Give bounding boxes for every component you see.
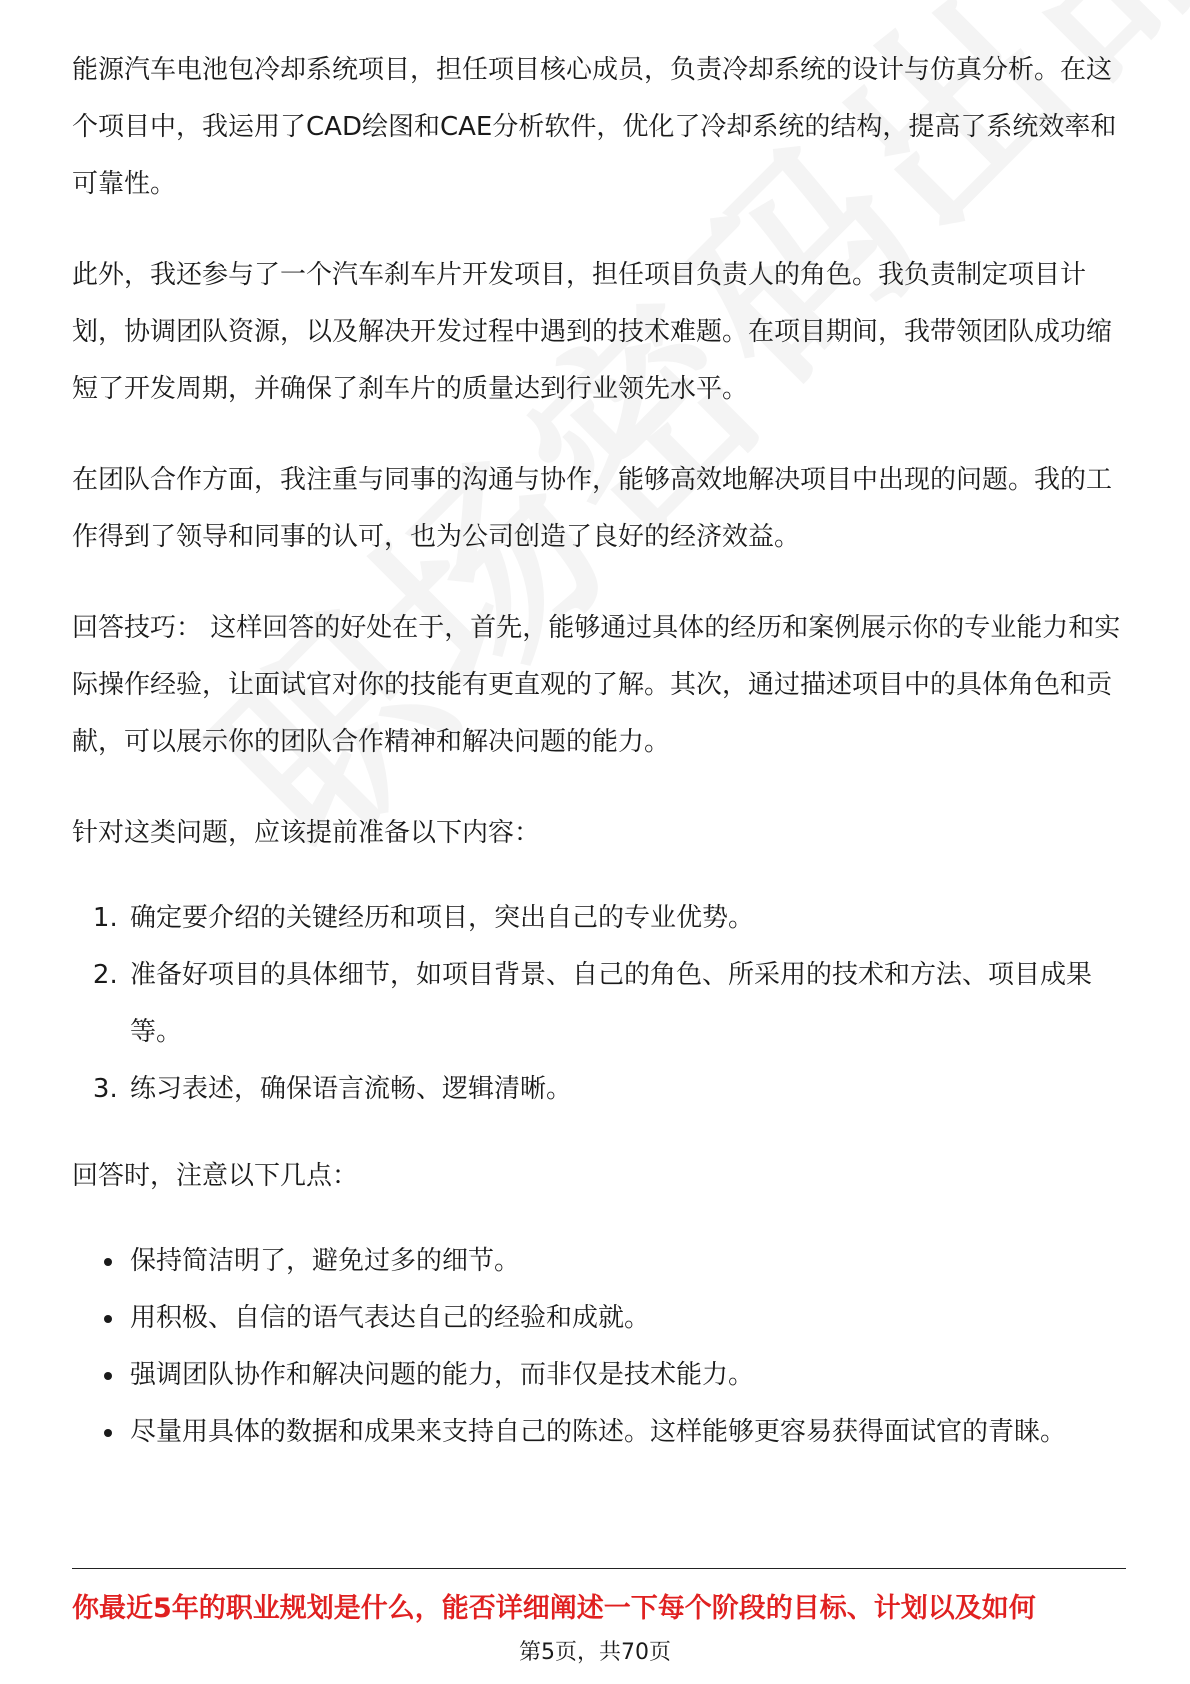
- list-item: 2. 准备好项目的具体细节，如项目背景、自己的角色、所采用的技术和方法、项目成果等。: [126, 947, 1132, 1061]
- notes-list: [72, 1233, 1132, 1461]
- paragraph-project-brake: 此外，我还参与了一个汽车刹车片开发项目，担任项目负责人的角色。我负责制定项目计划，协调团队资源，以及解决开发过程中遇到的技术难题。在项目期间，我带领团队成功缩短了开发周期，并确保了刹车片的质量达到行业领先水平。: [72, 260, 1113, 404]
- list-item: • 强调团队协作和解决问题的能力，而非仅是技术能力。: [126, 1347, 1132, 1404]
- page-number: 第5页，共70页: [519, 1640, 671, 1665]
- list-item: 1. 确定要介绍的关键经历和项目，突出自己的专业优势。: [126, 890, 1132, 947]
- list-item: • 用积极、自信的语气表达自己的经验和成就。: [126, 1290, 1132, 1347]
- paragraph-teamwork: 在团队合作方面，我注重与同事的沟通与协作，能够高效地解决项目中出现的问题。我的工作得到了领导和同事的认可，也为公司创造了良好的经济效益。: [72, 465, 1113, 552]
- list-item: 3. 练习表述，确保语言流畅、逻辑清晰。: [126, 1061, 1132, 1118]
- paragraph-answer-tips: 回答技巧： 这样回答的好处在于，首先，能够通过具体的经历和案例展示你的专业能力和实际操作经验，让面试官对你的技能有更直观的了解。其次，通过描述项目中的具体角色和贡献，可以展示你的团队合作精神和解决问题的能力。: [72, 613, 1121, 757]
- list-item: • 保持简洁明了，避免过多的细节。: [126, 1233, 1132, 1290]
- divider: [72, 1568, 1126, 1569]
- paragraph-preparation-intro: 针对这类问题，应该提前准备以下内容：: [72, 818, 541, 848]
- document-body: [72, 42, 1132, 1491]
- list-item: • 尽量用具体的数据和成果来支持自己的陈述。这样能够更容易获得面试官的青睐。: [126, 1404, 1132, 1461]
- paragraph-project-cooling: 能源汽车电池包冷却系统项目，担任项目核心成员，负责冷却系统的设计与仿真分析。在这个项目中，我运用了CAD绘图和CAE分析软件，优化了冷却系统的结构，提高了系统效率和可靠性。: [72, 55, 1117, 199]
- paragraph-points-intro: 回答时，注意以下几点：: [72, 1161, 359, 1191]
- preparation-list: [72, 890, 1132, 1118]
- next-question-heading: 你最近5年的职业规划是什么，能否详细阐述一下每个阶段的目标、计划以及如何: [72, 1593, 1036, 1624]
